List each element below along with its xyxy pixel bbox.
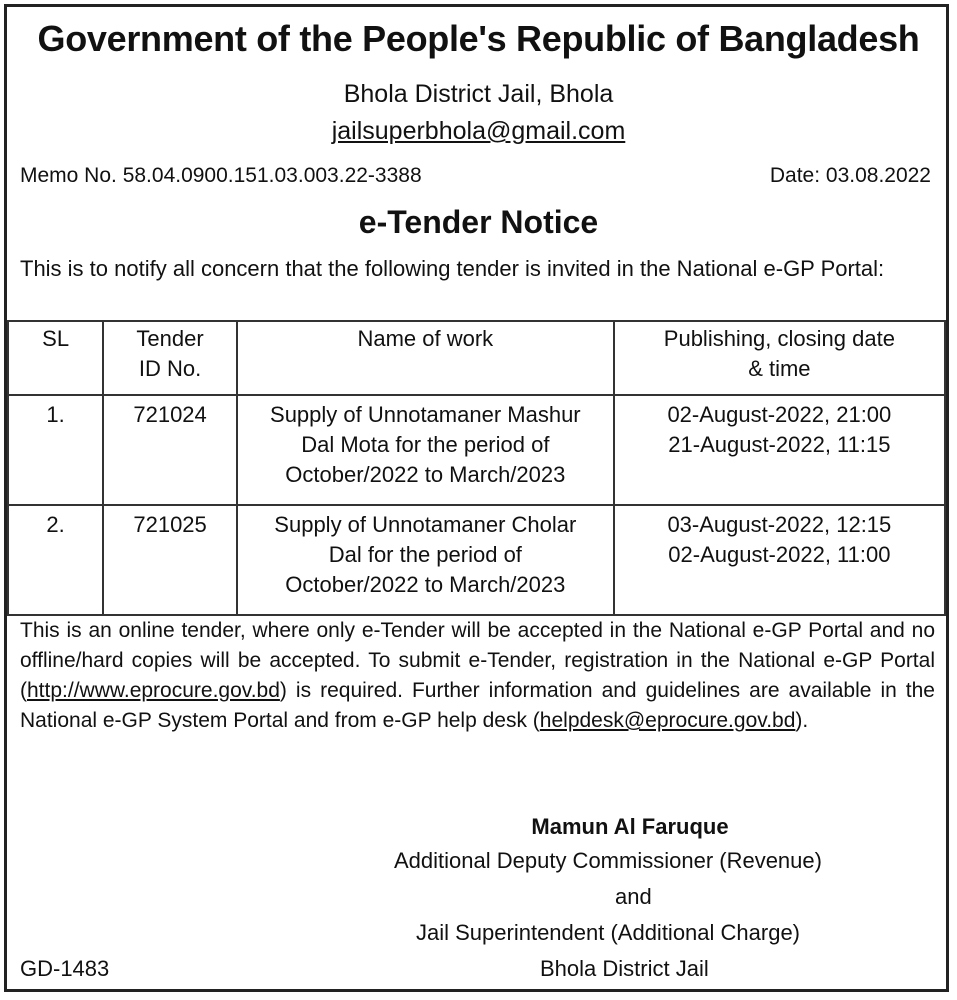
row-closing-date: 21-August-2022, 11:15: [668, 432, 891, 457]
table-header-row: [8, 321, 945, 395]
row-closing-date: 02-August-2022, 11:00: [668, 542, 891, 567]
row-dates: [614, 395, 945, 505]
office-name: Bhola District Jail, Bhola: [343, 80, 614, 108]
signatory-conjunction: and: [615, 884, 652, 909]
signatory-title-2: Jail Superintendent (Additional Charge): [416, 920, 801, 945]
instructions-paragraph: [20, 616, 935, 736]
row-publishing-date: 03-August-2022, 12:15: [667, 512, 892, 537]
instructions-text: This is an online tender, where only e-Tender will be accepted in the National e-GP Portal and no offline/hard copies will be accepted. To submit e-Tender, registration in the National e-GP Portal (: [20, 619, 935, 702]
row-work: [237, 505, 614, 615]
instructions-text: ) is required. Further information and guidelines are available in the National e-GP System Portal and from e-GP help desk (: [20, 679, 935, 732]
signatory-name: Mamun Al Faruque: [531, 814, 729, 839]
row-sl: 2.: [8, 505, 103, 615]
row-tender-id: 721024: [103, 395, 237, 505]
signatory-title-1: Additional Deputy Commissioner (Revenue): [394, 848, 822, 873]
table-row: [8, 505, 945, 615]
header-tender-id-line1: Tender: [136, 326, 204, 351]
row-tender-id: 721025: [103, 505, 237, 615]
row-work-line: Supply of Unnotamaner Cholar: [274, 512, 577, 537]
header-tender-id: [103, 321, 237, 395]
office-email-link[interactable]: jailsuperbhola@gmail.com: [331, 117, 626, 145]
row-sl: 1.: [8, 395, 103, 505]
helpdesk-email-link[interactable]: helpdesk@eprocure.gov.bd: [539, 709, 796, 732]
eprocure-portal-link[interactable]: http://www.eprocure.gov.bd: [27, 679, 280, 702]
table-row: [8, 395, 945, 505]
header-dates-line2: & time: [748, 356, 811, 381]
memo-number: Memo No. 58.04.0900.151.03.003.22-3388: [20, 164, 422, 187]
instructions-text: ).: [795, 709, 809, 732]
gd-number: GD-1483: [20, 956, 110, 981]
header-sl: [8, 321, 103, 395]
row-work-line: October/2022 to March/2023: [285, 462, 566, 487]
intro-text: This is to notify all concern that the following tender is invited in the National e-GP Portal:: [20, 256, 885, 281]
row-work-line: Supply of Unnotamaner Mashur: [270, 402, 581, 427]
row-publishing-date: 02-August-2022, 21:00: [667, 402, 892, 427]
header-name-of-work-label: Name of work: [357, 326, 494, 351]
header-name-of-work: [237, 321, 614, 395]
header-tender-id-line2: ID No.: [138, 356, 202, 381]
tender-table: [7, 320, 946, 616]
row-work-line: Dal for the period of: [328, 542, 522, 567]
header-dates-line1: Publishing, closing date: [663, 326, 895, 351]
signatory-office: Bhola District Jail: [540, 956, 709, 981]
row-work-line: October/2022 to March/2023: [285, 572, 566, 597]
row-dates: [614, 505, 945, 615]
header-sl-label: SL: [42, 326, 70, 351]
notice-title: e-Tender Notice: [358, 204, 599, 240]
row-work-line: Dal Mota for the period of: [301, 432, 550, 457]
header-dates: [614, 321, 945, 395]
memo-date: Date: 03.08.2022: [769, 164, 931, 187]
row-work: [237, 395, 614, 505]
government-title: Government of the People's Republic of Bangladesh: [37, 18, 920, 59]
